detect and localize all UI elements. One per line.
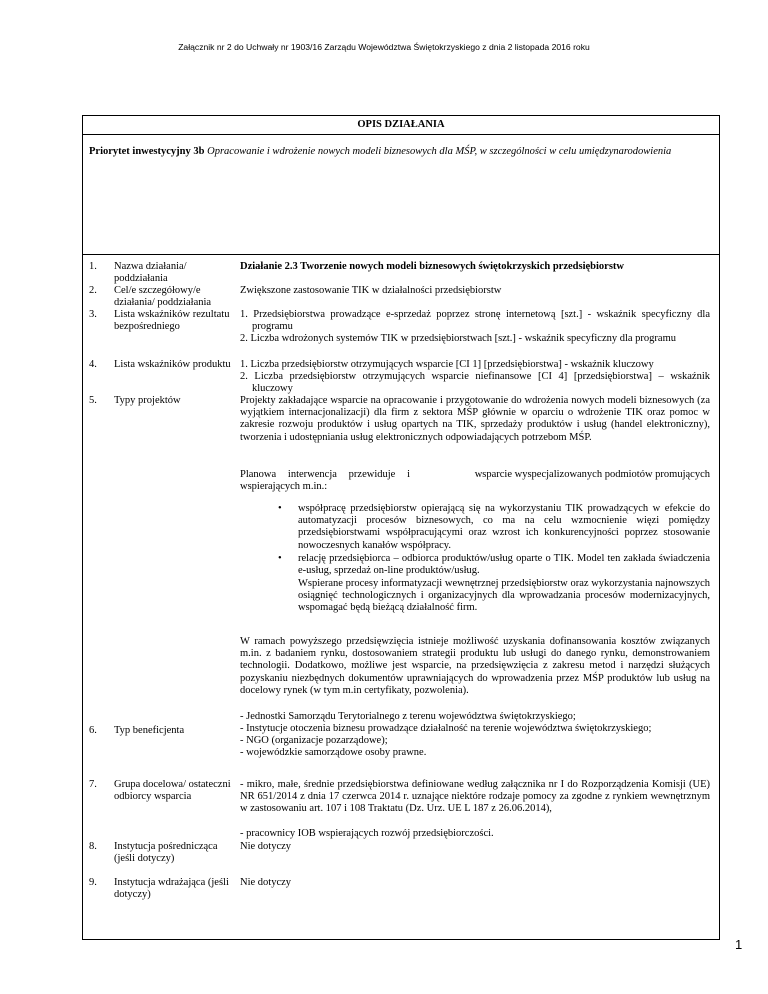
project-types-paragraph: Projekty zakładające wsparcie na opracowanie i przygotowanie do wdrożenia nowych modeli biznesowych (za wyjątkiem internacjonalizacji) dla firm z sektora MŚP głównie w oparciu o wdrożenie TIK oraz pomoc w zakresie rozwoju produktów i usług opartych na TIK, sprzedaży produktów i usług (handel elektroniczny), tworzenia i udostępniania usług elektronicznych odpowiadających potrzebom MŚP.	[240, 395, 710, 443]
beneficiary-item: - wojewódzkie samorządowe osoby prawne.	[240, 747, 427, 758]
priority-text: Opracowanie i wdrożenie nowych modeli biznesowych dla MŚP, w szczególności w celu umiędzynarodowienia	[207, 146, 672, 157]
row-number: 2.	[89, 285, 97, 296]
priority-row	[83, 135, 719, 255]
row-number: 6.	[89, 725, 97, 736]
description-table	[82, 115, 720, 940]
product-indicator: 1. Liczba przedsiębiorstw otrzymujących wsparcie [CI 1] [przedsiębiorstwa] - wskaźnik kluczowy	[240, 359, 654, 370]
row-number: 5.	[89, 395, 97, 406]
beneficiary-item: - Instytucje otoczenia biznesu prowadzące działalność na terenie województwa świętokrzyskiego;	[240, 723, 652, 734]
row-label: Typ beneficjenta	[114, 725, 185, 736]
beneficiary-item: - NGO (organizacje pozarządowe);	[240, 735, 388, 746]
intermediate-body-value: Nie dotyczy	[240, 841, 292, 852]
document-header: Załącznik nr 2 do Uchwały nr 1903/16 Zarządu Województwa Świętokrzyskiego z dnia 2 listopada 2016 roku	[178, 42, 590, 52]
bullet-dot: •	[278, 503, 282, 514]
row-label: Nazwa działania/ poddziałania	[114, 261, 187, 285]
bullet-relation: relację przedsiębiorca – odbiorca produktów/usług oparte o TIK. Model ten zakłada świadczenia e-usług, sprzedaż on-line produktów/usług.	[298, 553, 710, 577]
row-label: Lista wskaźników produktu	[114, 359, 231, 370]
bullet-dot: •	[278, 553, 282, 564]
planned-intervention-text: Planowa interwencja przewiduje i wspierających m.in.:	[240, 469, 410, 493]
row-number: 9.	[89, 877, 97, 888]
page-number: 1	[735, 937, 743, 952]
row-number: 8.	[89, 841, 97, 852]
product-indicator: 2. Liczba przedsiębiorstw otrzymujących wsparcie niefinansowe [CI 4] [przedsiębiorstwa] – wskaźnik kluczowy	[240, 371, 710, 395]
implementing-body-value: Nie dotyczy	[240, 877, 292, 888]
row-label: Cel/e szczegółowy/e działania/ poddziałania	[114, 285, 212, 309]
target-group-item: - pracownicy IOB wspierających rozwój przedsiębiorczości.	[240, 828, 494, 839]
result-indicator: 1. Przedsiębiorstwa prowadzące e-sprzedaż poprzez stronę internetową [szt.] - wskaźnik specyficzny dla programu	[240, 309, 710, 333]
row-label: Typy projektów	[114, 395, 181, 406]
row-number: 1.	[89, 261, 97, 272]
beneficiary-item: - Jednostki Samorządu Terytorialnego z terenu województwa świętokrzyskiego;	[240, 711, 576, 722]
action-name: Działanie 2.3 Tworzenie nowych modeli biznesowych świętokrzyskich przedsiębiorstw	[240, 261, 625, 272]
row-number: 7.	[89, 779, 97, 790]
table-title: OPIS DZIAŁANIA	[83, 116, 719, 135]
row-number: 4.	[89, 359, 97, 370]
row-label: Instytucja pośrednicząca (jeśli dotyczy)	[114, 841, 218, 865]
target-group-paragraph: - mikro, małe, średnie przedsiębiorstwa definiowane według załącznika nr I do Rozporządzenia Komisji (UE) NR 651/2014 z dnia 17 czerwca 2014 r. uznające niektóre rodzaje pomocy za zgodne z rynkiem wewnętrznym w zastosowaniu art. 107 i 108 Traktatu (Dz. Urz. UE L 187 z 26.06.2014),	[240, 779, 710, 815]
bullet-relation-continued: Wspierane procesy informatyzacji wewnętrznej przedsiębiorstw oraz wykorzystania najnowszych osiągnięć technologicznych i organizacyjnych dla wprowadzania procesów modernizacyjnych, wspomagać będą bieżącą działalność firm.	[298, 578, 710, 614]
result-indicator: 2. Liczba wdrożonych systemów TIK w przedsiębiorstwach [szt.] - wskaźnik specyficzny dla programu	[240, 333, 677, 344]
specific-goal: Zwiększone zastosowanie TIK w działalności przedsiębiorstw	[240, 285, 502, 296]
priority-label: Priorytet inwestycyjny 3b	[89, 146, 205, 157]
funding-paragraph: W ramach powyższego przedsięwzięcia istnieje możliwość uzyskania dofinansowania kosztów związanych m.in. z badaniem rynku, dostosowaniem strategii produktu lub usługi do danego rynku, demonstrowaniem technologii. Dodatkowo, możliwe jest wsparcie, na przedsięwzięcia z zakresu metod i narzędzi służących pozyskaniu niezbędnych dokumentów uprawniających do wprowadzenia przez MŚP produktów lub usług na docelowy rynek (w tym m.in certyfikaty, pozwolenia).	[240, 636, 710, 696]
row-label: Grupa docelowa/ ostateczni odbiorcy wsparcia	[114, 779, 231, 803]
row-label: Lista wskaźników rezultatu bezpośredniego	[114, 309, 230, 333]
planned-intervention-support: wsparcie wyspecjalizowanych podmiotów promujących	[474, 469, 710, 480]
row-label: Instytucja wdrażająca (jeśli dotyczy)	[114, 877, 229, 901]
bullet-cooperation: współpracę przedsiębiorstw opierającą się na wykorzystaniu TIK prowadzących w efekcie do automatyzacji procesów biznesowych, co ma na celu wzmocnienie więzi pomiędzy przedsiębiorstwami współpracującymi oraz wzrost ich konkurencyjności poprzez stosowanie nowoczesnych kanałów współpracy.	[298, 503, 710, 551]
row-number: 3.	[89, 309, 97, 320]
